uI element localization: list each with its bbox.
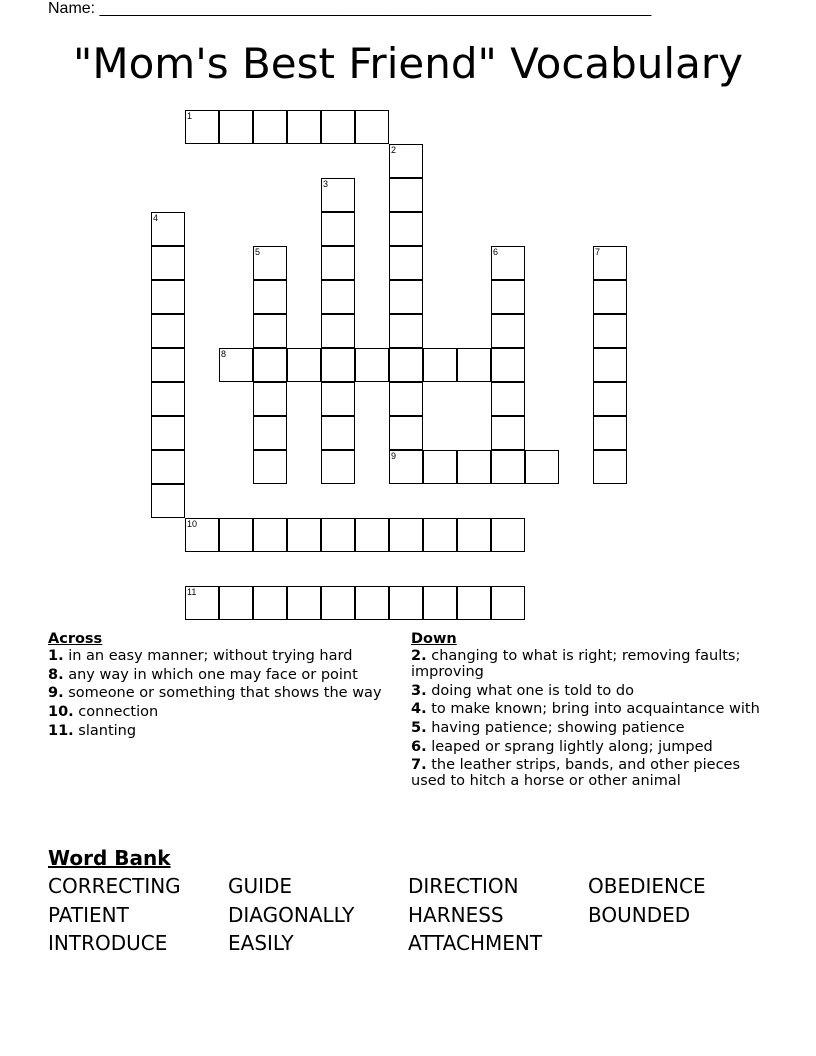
word-bank-item: BOUNDED — [588, 902, 691, 927]
crossword-cell[interactable] — [355, 348, 389, 382]
crossword-cell[interactable] — [389, 518, 423, 552]
crossword-cell[interactable] — [491, 348, 525, 382]
crossword-cell[interactable] — [185, 110, 219, 144]
clue-number: 3 — [323, 179, 329, 189]
crossword-cell[interactable] — [593, 280, 627, 314]
across-clue — [48, 667, 393, 683]
crossword-cell[interactable] — [593, 416, 627, 450]
down-clue — [411, 720, 761, 736]
clue-number: 4. — [411, 701, 427, 718]
clue-text: the leather strips, bands, and other pieces used to hitch a horse or other animal — [411, 757, 741, 790]
across-clue — [48, 648, 393, 664]
clue-text: someone or something that shows the way — [63, 685, 382, 702]
clue-text: connection — [73, 704, 159, 721]
clue-text: in an easy manner; without trying hard — [63, 648, 353, 664]
crossword-cell[interactable] — [525, 450, 559, 484]
word-bank-item: HARNESS — [408, 902, 504, 927]
crossword-cell[interactable] — [389, 416, 423, 450]
across-clue — [48, 704, 393, 720]
clue-number: 1 — [187, 111, 193, 121]
crossword-cell[interactable] — [389, 178, 423, 212]
crossword-cell[interactable] — [491, 416, 525, 450]
crossword-cell[interactable] — [321, 348, 355, 382]
clue-number: 7. — [411, 757, 427, 774]
crossword-cell[interactable] — [253, 518, 287, 552]
crossword-cell[interactable] — [287, 348, 321, 382]
crossword-cell[interactable] — [151, 416, 185, 450]
word-bank-item: OBEDIENCE — [588, 874, 706, 898]
crossword-cell[interactable] — [219, 586, 253, 620]
crossword-cell[interactable] — [389, 348, 423, 382]
crossword-cell[interactable] — [389, 314, 423, 348]
crossword-cell[interactable] — [355, 586, 389, 620]
crossword-cell[interactable] — [253, 416, 287, 450]
down-clue — [411, 739, 761, 755]
crossword-cell[interactable] — [423, 586, 457, 620]
crossword-cell[interactable] — [151, 450, 185, 484]
crossword-cell[interactable] — [151, 246, 185, 280]
crossword-cell[interactable] — [457, 518, 491, 552]
down-clue — [411, 648, 761, 680]
crossword-cell[interactable] — [389, 280, 423, 314]
clue-text: leaped or sprang lightly along; jumped — [426, 738, 713, 755]
name-line: Name: ______________________________________________________________ — [48, 0, 652, 17]
crossword-cell[interactable] — [253, 450, 287, 484]
clue-number: 9. — [48, 685, 64, 702]
crossword-cell[interactable] — [593, 314, 627, 348]
crossword-cell[interactable] — [287, 110, 321, 144]
crossword-cell[interactable] — [593, 450, 627, 484]
crossword-cell[interactable] — [287, 586, 321, 620]
crossword-cell[interactable] — [457, 450, 491, 484]
clue-number: 2 — [391, 145, 397, 155]
crossword-cell[interactable] — [355, 110, 389, 144]
down-clue — [411, 757, 761, 789]
word-bank-item: INTRODUCE — [48, 931, 168, 955]
crossword-cell[interactable] — [491, 382, 525, 416]
crossword-cell[interactable] — [151, 348, 185, 382]
crossword-cell[interactable] — [389, 212, 423, 246]
crossword-cell[interactable] — [151, 382, 185, 416]
crossword-cell[interactable] — [151, 212, 185, 246]
clue-number: 1. — [48, 648, 64, 664]
crossword-cell[interactable] — [151, 484, 185, 518]
clue-text: changing to what is right; removing faults; improving — [411, 648, 741, 680]
crossword-cell[interactable] — [593, 246, 627, 280]
crossword-cell[interactable] — [491, 280, 525, 314]
word-bank-item: CORRECTING — [48, 874, 181, 898]
across-heading: Across — [48, 631, 103, 647]
crossword-cell[interactable] — [321, 178, 355, 212]
clue-number: 8 — [221, 349, 227, 359]
clue-number: 7 — [595, 247, 601, 257]
clue-number: 5 — [255, 247, 261, 257]
clue-number: 2. — [411, 648, 427, 664]
clue-number: 4 — [153, 213, 159, 223]
crossword-cell[interactable] — [389, 246, 423, 280]
word-bank-item: EASILY — [228, 931, 294, 955]
word-bank-item: GUIDE — [228, 874, 293, 898]
crossword-cell[interactable] — [321, 518, 355, 552]
crossword-cell[interactable] — [185, 586, 219, 620]
word-bank-title: Word Bank — [48, 846, 171, 870]
crossword-cell[interactable] — [423, 518, 457, 552]
crossword-cell[interactable] — [151, 280, 185, 314]
across-clue — [48, 685, 393, 701]
crossword-cell[interactable] — [321, 280, 355, 314]
clue-text: slanting — [73, 722, 137, 739]
clue-text: to make known; bring into acquaintance with — [426, 701, 760, 718]
crossword-cell[interactable] — [457, 348, 491, 382]
crossword-cell[interactable] — [253, 586, 287, 620]
crossword-cell[interactable] — [321, 416, 355, 450]
crossword-cell[interactable] — [253, 280, 287, 314]
crossword-cell[interactable] — [491, 518, 525, 552]
down-clue — [411, 683, 761, 699]
clue-number: 11. — [48, 722, 74, 739]
clue-number: 6 — [493, 247, 499, 257]
crossword-cell[interactable] — [355, 518, 389, 552]
crossword-cell[interactable] — [491, 586, 525, 620]
crossword-cell[interactable] — [219, 348, 253, 382]
across-clues — [48, 630, 393, 741]
crossword-cell[interactable] — [593, 348, 627, 382]
word-bank-item: DIRECTION — [408, 874, 519, 898]
clue-number: 3. — [411, 682, 427, 699]
word-bank-item: DIAGONALLY — [228, 902, 355, 927]
clue-number: 11 — [187, 587, 197, 597]
page-title: "Mom's Best Friend" Vocabulary — [73, 39, 743, 88]
word-bank-item: PATIENT — [48, 902, 129, 927]
crossword-cell[interactable] — [253, 314, 287, 348]
crossword-cell[interactable] — [253, 246, 287, 280]
clue-number: 5. — [411, 720, 427, 737]
crossword-cell[interactable] — [593, 382, 627, 416]
crossword-cell[interactable] — [491, 246, 525, 280]
word-bank-item: ATTACHMENT — [408, 931, 543, 955]
crossword-cell[interactable] — [253, 348, 287, 382]
clue-number: 10. — [48, 704, 74, 721]
crossword-cell[interactable] — [253, 382, 287, 416]
crossword-cell[interactable] — [321, 450, 355, 484]
clue-number: 6. — [411, 738, 427, 755]
crossword-cell[interactable] — [423, 348, 457, 382]
clue-number: 10 — [187, 519, 198, 529]
down-heading: Down — [411, 631, 457, 647]
crossword-cell[interactable] — [389, 382, 423, 416]
crossword-cell[interactable] — [389, 144, 423, 178]
clue-text: doing what one is told to do — [426, 682, 634, 699]
down-clue — [411, 701, 761, 717]
clue-text: any way in which one may face or point — [63, 666, 358, 683]
crossword-cell[interactable] — [423, 450, 457, 484]
crossword-cell[interactable] — [389, 586, 423, 620]
crossword-cell[interactable] — [321, 382, 355, 416]
across-clue — [48, 723, 393, 739]
clue-text: having patience; showing patience — [426, 720, 685, 737]
crossword-cell[interactable] — [185, 518, 219, 552]
crossword-cell[interactable] — [457, 586, 491, 620]
down-clues — [411, 630, 761, 792]
crossword-cell[interactable] — [321, 110, 355, 144]
crossword-cell[interactable] — [321, 586, 355, 620]
crossword-cell[interactable] — [321, 212, 355, 246]
crossword-cell[interactable] — [151, 314, 185, 348]
crossword-cell[interactable] — [321, 314, 355, 348]
crossword-cell[interactable] — [491, 314, 525, 348]
clue-number: 8. — [48, 666, 64, 683]
crossword-cell[interactable] — [491, 450, 525, 484]
crossword-cell[interactable] — [389, 450, 423, 484]
crossword-cell[interactable] — [287, 518, 321, 552]
crossword-cell[interactable] — [253, 110, 287, 144]
crossword-cell[interactable] — [321, 246, 355, 280]
clue-number: 9 — [391, 451, 397, 461]
crossword-cell[interactable] — [219, 518, 253, 552]
crossword-cell[interactable] — [219, 110, 253, 144]
